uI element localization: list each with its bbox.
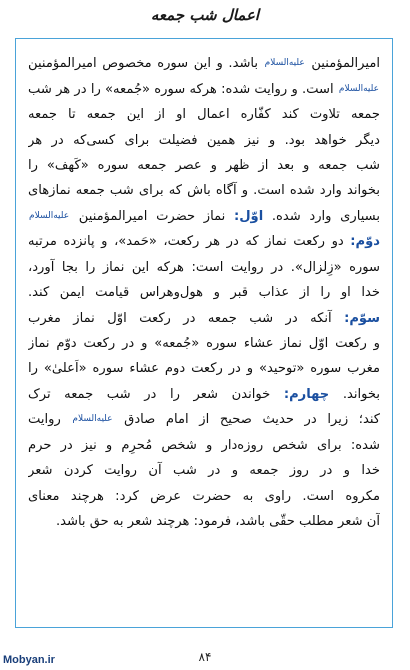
salutation-mark: علیه‌السلام (29, 210, 70, 221)
page-header-title: اعمال شب جمعه (150, 6, 260, 24)
text-line (28, 153, 380, 178)
text-segment: خدا او را از عذاب قبر و هول‌وهراس قیامت ایمن کند. (28, 285, 380, 301)
text-line (28, 51, 380, 77)
text-line (28, 356, 380, 381)
site-watermark[interactable]: Mobyan.ir (3, 654, 55, 666)
text-line (28, 382, 380, 407)
text-segment: دو رکعت نماز که در هر رکعت، «حَمد»، و پانزده مرتبه (28, 234, 351, 250)
section-label: سوّم: (344, 310, 380, 326)
text-line (28, 509, 380, 534)
text-line (28, 77, 380, 103)
text-segment: و رکعت اوّل نماز عشاء سوره «جُمعه» و در رکعت دوّم نماز (28, 336, 380, 352)
text-segment: شده: برای شخص روزه‌دار و شخص مُحرِم و نیز در حرم (28, 437, 380, 453)
text-line (28, 255, 380, 280)
text-line (28, 128, 380, 153)
text-frame (15, 38, 393, 628)
salutation-mark: علیه‌السلام (338, 83, 379, 94)
text-segment: است. و روایت شده: هرکه سوره «جُمعه» را در هر شب (28, 81, 338, 97)
text-segment: نماز حضرت امیرالمؤمنین (70, 209, 234, 225)
text-line (28, 458, 380, 483)
text-segment: روایت (28, 412, 72, 428)
text-segment: بسیاری وارد شده. (263, 209, 380, 225)
section-label: دوّم: (350, 234, 380, 250)
section-label: اوّل: (233, 209, 264, 225)
text-line (28, 102, 380, 127)
text-segment: آنکه در شب جمعه در رکعت اوّل نماز مغرب (28, 310, 345, 326)
text-segment: مکروه است. راوی به حضرت عرض کرد: هرچند معنای (28, 488, 380, 504)
text-segment: جمعه تلاوت کند کفّاره اعمال او از این جمعه تا جمعه (28, 107, 380, 123)
text-segment: امیرالمؤمنین (305, 56, 380, 72)
page-number: ۸۴ (198, 650, 212, 664)
text-line (28, 204, 380, 230)
text-line (28, 407, 380, 433)
section-label: چهارم: (283, 386, 330, 402)
text-line (28, 280, 380, 305)
text-line (28, 433, 380, 458)
text-segment: خدا و در روز جمعه و در شب آن روایت کردن شعر (28, 463, 380, 479)
text-line (28, 178, 380, 203)
text-segment: بخواند. (329, 386, 380, 402)
text-line (28, 229, 380, 254)
text-segment: مغرب سوره «توحید» و در رکعت دوم عشاء سوره «اَعلیٰ» را (28, 361, 380, 377)
text-segment: خواندن شعر را در شب جمعه ترک (28, 386, 284, 402)
text-line (28, 484, 380, 509)
text-segment: دیگر خواهد بود. و نیز همین فضیلت برای کسی‌که در هر (28, 132, 380, 148)
text-segment: آن شعر مطلب حقّی باشد، فرمود: هرچند شعر به حق باشد. (55, 514, 380, 530)
text-segment: سوره «زِلزال». در روایت است: هرکه این نماز را بجا آورد، (28, 259, 380, 275)
text-segment: شب جمعه و بعد از ظهر و عصر جمعه سوره «کَهف» را (28, 158, 380, 174)
text-segment: بخواند وارد شده است. و آگاه باش که برای شب جمعه نمازهای (28, 183, 380, 199)
text-segment: کند؛ زیرا در حدیث صحیح از امام صادق (113, 412, 380, 428)
text-segment: باشد. و این سوره مخصوص امیرالمؤمنین (28, 56, 264, 72)
salutation-mark: علیه‌السلام (72, 414, 113, 425)
body-text (28, 51, 380, 535)
text-line (28, 306, 380, 331)
salutation-mark: علیه‌السلام (264, 58, 305, 68)
text-line (28, 331, 380, 356)
